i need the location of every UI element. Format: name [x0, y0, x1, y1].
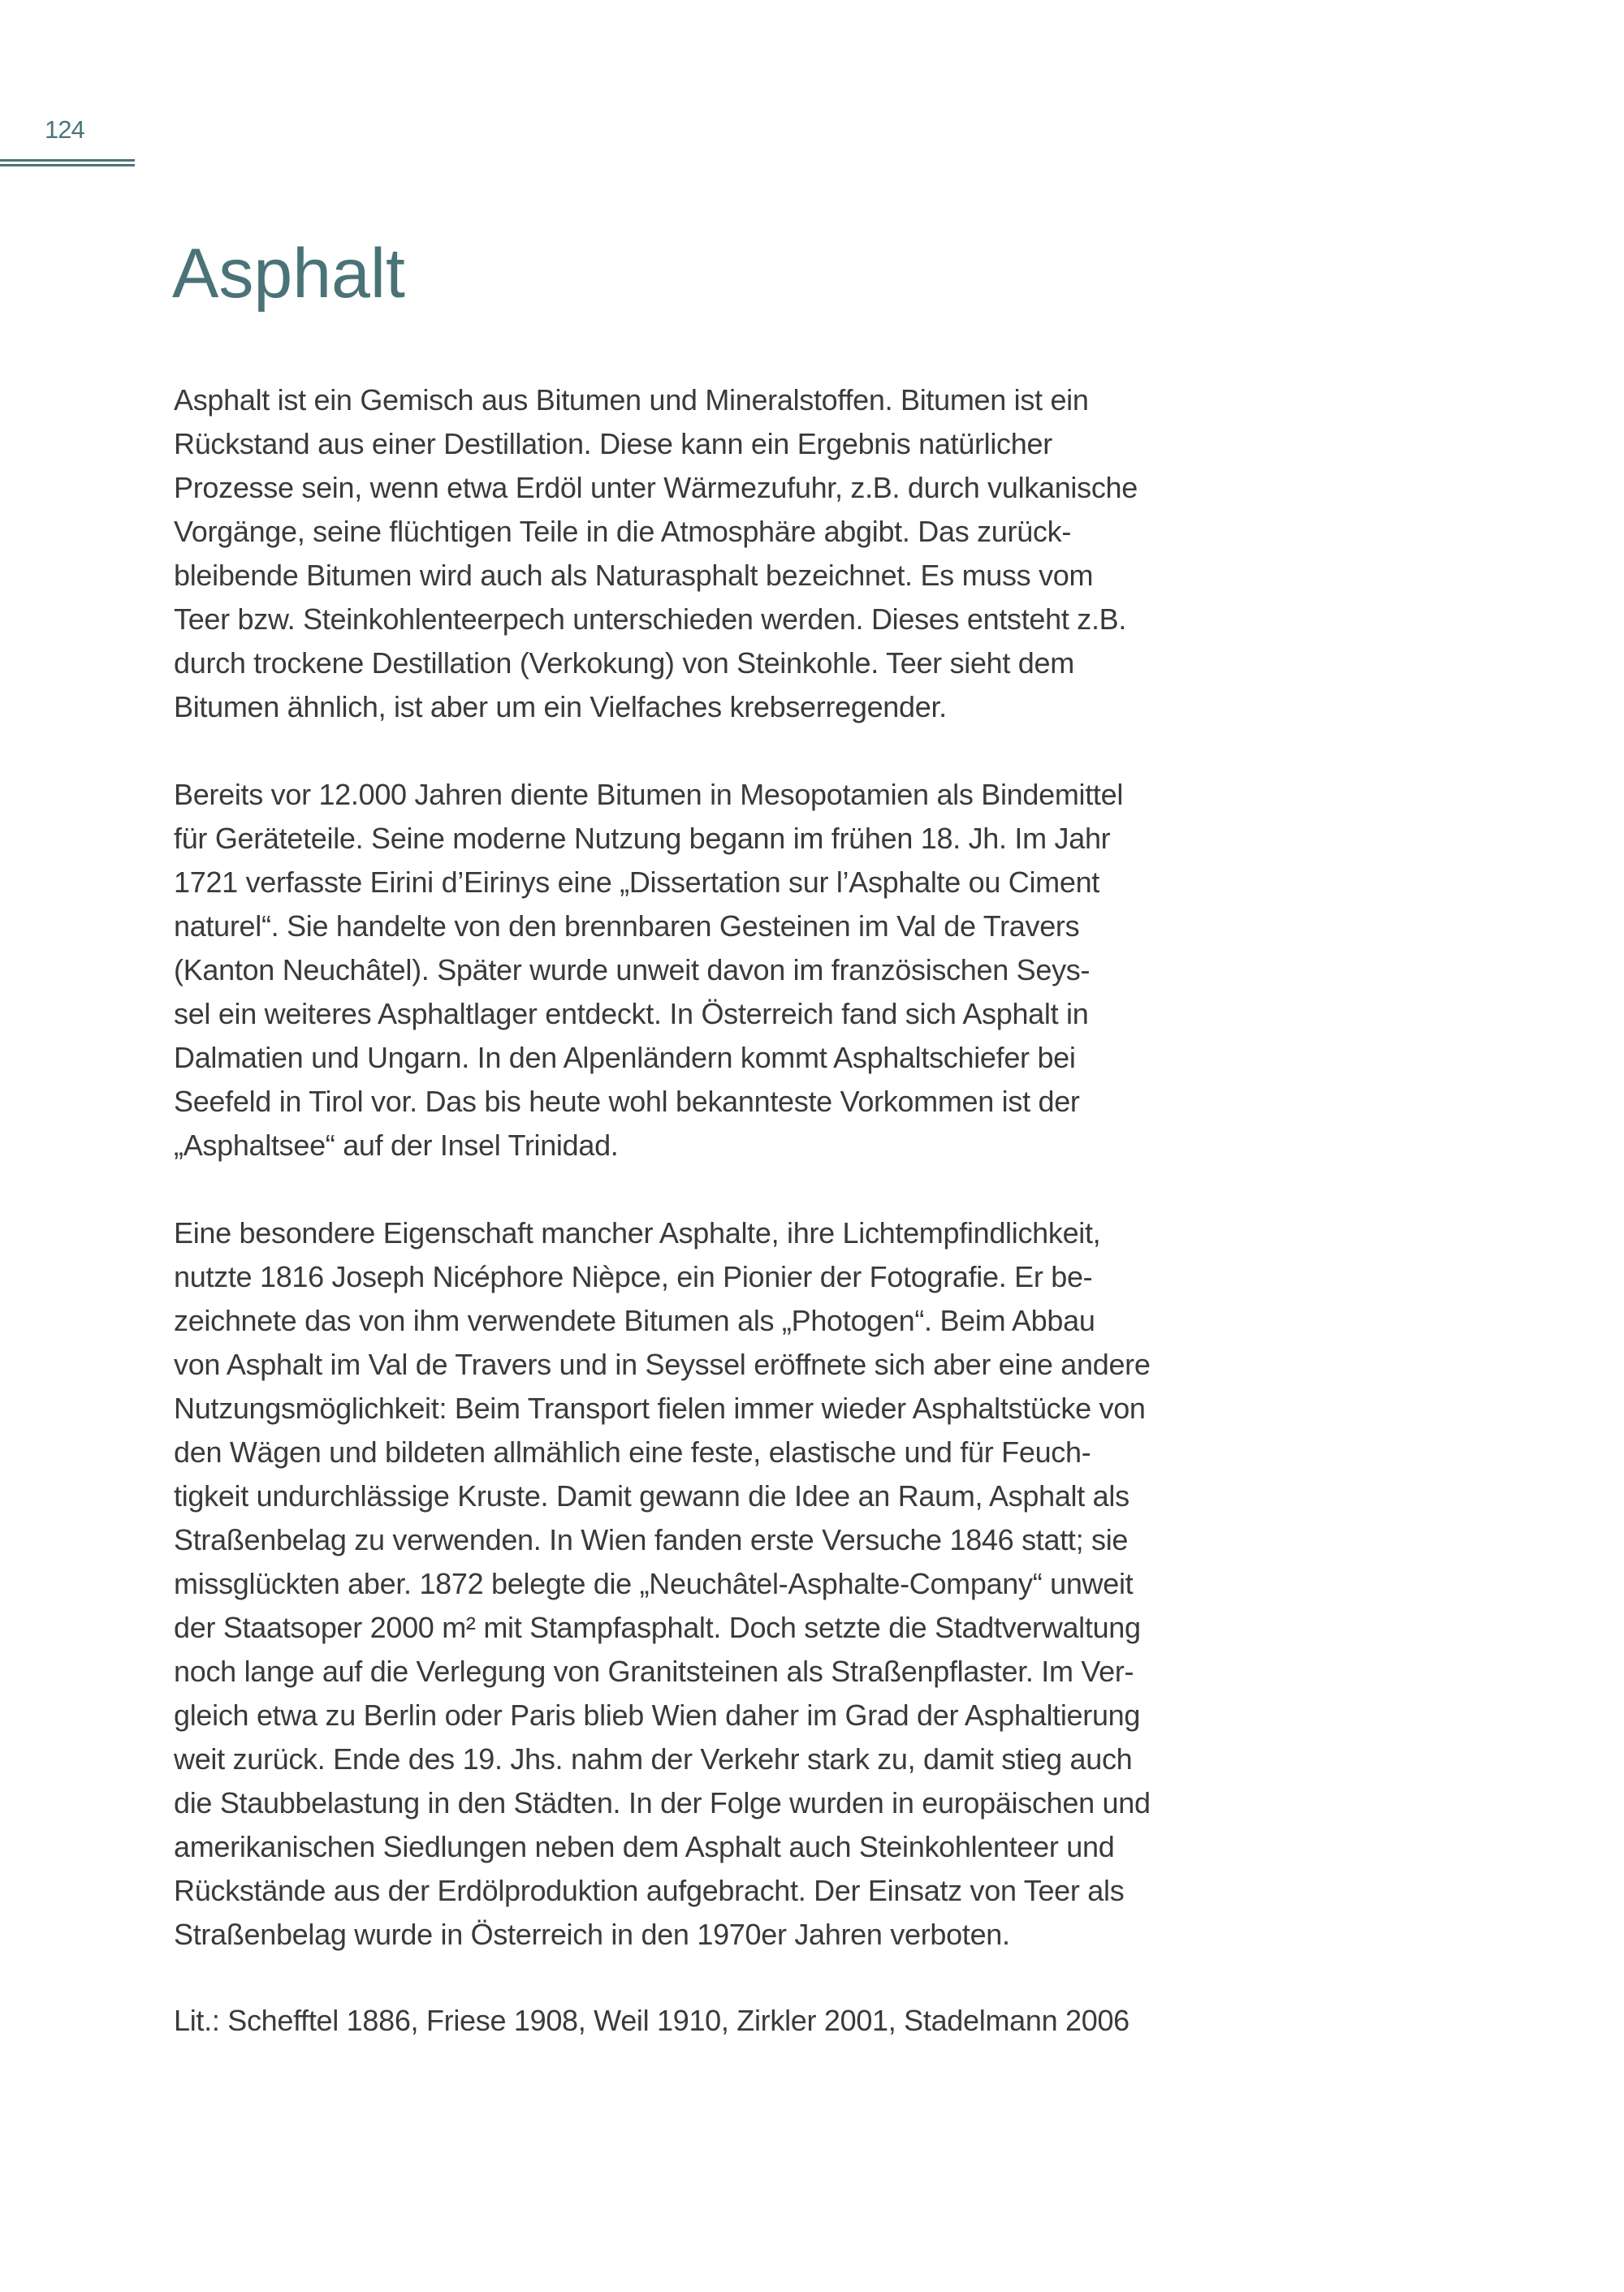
text-line: Prozesse sein, wenn etwa Erdöl unter Wärmezufuhr, z.B. durch vulkanische: [174, 471, 1138, 504]
text-line: missglückten aber. 1872 belegte die „Neuchâtel-Asphalte-Company“ unweit: [174, 1567, 1134, 1600]
text-line: nutzte 1816 Joseph Nicéphore Nièpce, ein Pionier der Fotografie. Er be-: [174, 1260, 1093, 1293]
literature-references: Lit.: Schefftel 1886, Friese 1908, Weil 1910, Zirkler 2001, Stadelmann 2006: [174, 2004, 1129, 2037]
header-rule: [0, 159, 135, 162]
text-line: tigkeit undurchlässige Kruste. Damit gewann die Idee an Raum, Asphalt als: [174, 1479, 1129, 1513]
text-line: zeichnete das von ihm verwendete Bitumen als „Photogen“. Beim Abbau: [174, 1304, 1095, 1337]
text-line: der Staatsoper 2000 m² mit Stampfasphalt. Doch setzte die Stadtverwaltung: [174, 1611, 1141, 1644]
text-line: Vorgänge, seine flüchtigen Teile in die Atmosphäre abgibt. Das zurück-: [174, 515, 1072, 548]
text-line: Straßenbelag zu verwenden. In Wien fanden erste Versuche 1846 statt; sie: [174, 1523, 1129, 1556]
page-title: Asphalt: [172, 235, 405, 313]
text-line: durch trockene Destillation (Verkokung) von Steinkohle. Teer sieht dem: [174, 646, 1074, 680]
paragraph: [174, 378, 1311, 729]
paragraph: [174, 1211, 1311, 1957]
text-line: die Staubbelastung in den Städten. In der Folge wurden in europäischen und: [174, 1786, 1151, 1819]
text-line: Asphalt ist ein Gemisch aus Bitumen und Mineralstoffen. Bitumen ist ein: [174, 383, 1089, 417]
text-line: den Wägen und bildeten allmählich eine feste, elastische und für Feuch-: [174, 1435, 1091, 1469]
text-line: „Asphaltsee“ auf der Insel Trinidad.: [174, 1129, 619, 1162]
text-line: noch lange auf die Verlegung von Granitsteinen als Straßenpflaster. Im Ver-: [174, 1655, 1134, 1688]
header-rule: [0, 164, 135, 166]
text-line: Bereits vor 12.000 Jahren diente Bitumen in Mesopotamien als Bindemittel: [174, 778, 1124, 811]
text-line: für Geräteteile. Seine moderne Nutzung begann im frühen 18. Jh. Im Jahr: [174, 822, 1111, 855]
text-line: amerikanischen Siedlungen neben dem Asphalt auch Steinkohlenteer und: [174, 1830, 1115, 1863]
page-number: 124: [45, 115, 84, 144]
text-line: Rückstände aus der Erdölproduktion aufgebracht. Der Einsatz von Teer als: [174, 1874, 1125, 1907]
text-line: naturel“. Sie handelte von den brennbaren Gesteinen im Val de Travers: [174, 909, 1080, 943]
text-line: Nutzungsmöglichkeit: Beim Transport fielen immer wieder Asphaltstücke von: [174, 1392, 1146, 1425]
text-line: von Asphalt im Val de Travers und in Seyssel eröffnete sich aber eine andere: [174, 1348, 1151, 1381]
text-line: sel ein weiteres Asphaltlager entdeckt. In Österreich fand sich Asphalt in: [174, 997, 1089, 1030]
text-line: weit zurück. Ende des 19. Jhs. nahm der Verkehr stark zu, damit stieg auch: [174, 1742, 1133, 1776]
text-line: bleibende Bitumen wird auch als Naturasphalt bezeichnet. Es muss vom: [174, 559, 1094, 592]
text-line: Bitumen ähnlich, ist aber um ein Vielfaches krebserregender.: [174, 690, 947, 723]
text-line: Dalmatien und Ungarn. In den Alpenländern kommt Asphaltschiefer bei: [174, 1041, 1076, 1074]
text-line: gleich etwa zu Berlin oder Paris blieb Wien daher im Grad der Asphaltierung: [174, 1698, 1141, 1732]
text-line: Seefeld in Tirol vor. Das bis heute wohl bekannteste Vorkommen ist der: [174, 1085, 1080, 1118]
text-line: Teer bzw. Steinkohlenteerpech unterschieden werden. Dieses entsteht z.B.: [174, 602, 1127, 636]
text-line: Eine besondere Eigenschaft mancher Asphalte, ihre Lichtempfindlichkeit,: [174, 1216, 1101, 1250]
text-line: (Kanton Neuchâtel). Später wurde unweit davon im französischen Seys-: [174, 953, 1091, 986]
text-line: Straßenbelag wurde in Österreich in den 1970er Jahren verboten.: [174, 1918, 1010, 1951]
text-line: Rückstand aus einer Destillation. Diese kann ein Ergebnis natürlicher: [174, 427, 1052, 460]
paragraph: [174, 773, 1311, 1168]
text-line: 1721 verfasste Eirini d’Eirinys eine „Dissertation sur l’Asphalte ou Ciment: [174, 865, 1100, 899]
